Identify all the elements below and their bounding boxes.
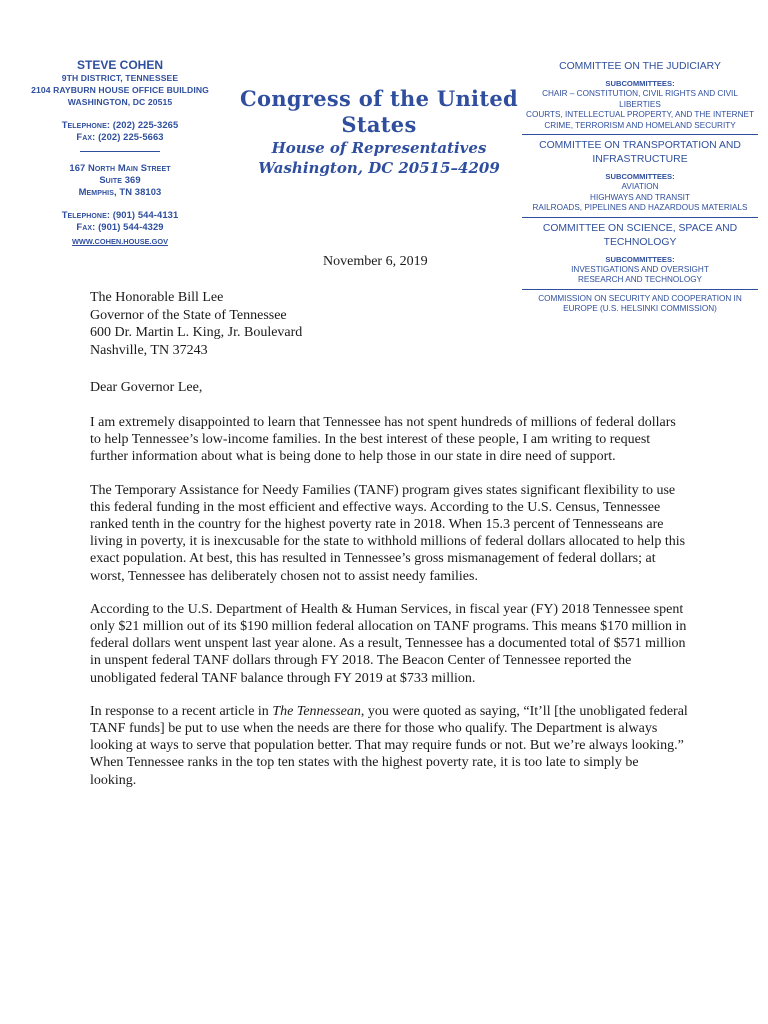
letterhead-house: House of Representatives bbox=[271, 139, 487, 157]
judiciary-subcommittees-label: SUBCOMMITTEES: bbox=[605, 79, 675, 88]
committee-judiciary: COMMITTEE ON THE JUDICIARY bbox=[559, 61, 721, 72]
sender-local-suite: Suite 369 bbox=[99, 174, 141, 185]
letterhead-address: Washington, DC 20515–4209 bbox=[258, 159, 500, 177]
letter-body bbox=[90, 414, 688, 805]
transportation-subcommittee: RAILROADS, PIPELINES AND HAZARDOUS MATERIALS bbox=[522, 203, 758, 218]
recipient-line: Nashville, TN 37243 bbox=[90, 342, 208, 358]
sender-divider bbox=[80, 151, 160, 152]
science-subcommittees-label: SUBCOMMITTEES: bbox=[605, 254, 675, 264]
judiciary-subcommittee: CRIME, TERRORISM AND HOMELAND SECURITY bbox=[522, 121, 758, 136]
sender-district: 9TH DISTRICT, TENNESSEE bbox=[61, 73, 179, 83]
body-paragraph bbox=[90, 703, 688, 789]
letterhead bbox=[222, 86, 536, 178]
sender-local-street: 167 North Main Street bbox=[69, 162, 171, 173]
body-paragraph: I am extremely disappointed to learn that Tennessee has not spent hundreds of millions of federal dollars to help Tennessee’s low-income families. In the best interest of these people, I am writing to request further information about what is being done to help those in our state in dire need of support. bbox=[90, 415, 676, 465]
transportation-subcommittee: HIGHWAYS AND TRANSIT bbox=[590, 192, 690, 202]
recipient-address bbox=[90, 289, 302, 359]
letter-date: November 6, 2019 bbox=[323, 254, 428, 269]
recipient-line: Governor of the State of Tennessee bbox=[90, 307, 287, 323]
sender-block bbox=[20, 58, 220, 246]
sender-local-city: Memphis, TN 38103 bbox=[78, 186, 162, 197]
committee-block bbox=[522, 60, 758, 315]
salutation: Dear Governor Lee, bbox=[90, 380, 203, 395]
letterhead-congress: Congress of the United States bbox=[240, 86, 518, 137]
transportation-subcommittee: AVIATION bbox=[621, 182, 659, 191]
sender-local-phone: Telephone: (901) 544-4131 bbox=[61, 209, 179, 220]
science-subcommittee: INVESTIGATIONS AND OVERSIGHT bbox=[571, 264, 709, 274]
committee-science: COMMITTEE ON SCIENCE, SPACE AND TECHNOLOGY bbox=[542, 222, 738, 248]
recipient-line: 600 Dr. Martin L. King, Jr. Boulevard bbox=[90, 325, 303, 340]
sender-dc-fax: Fax: (202) 225-5663 bbox=[76, 131, 164, 142]
recipient-line: The Honorable Bill Lee bbox=[90, 290, 224, 305]
paragraph-text: In response to a recent article in bbox=[90, 703, 273, 719]
sender-dc-phone: Telephone: (202) 225-3265 bbox=[61, 119, 179, 130]
paragraph-text: , you were quoted as saying, “It’ll [the unobligated federal TANF funds] be put to use when the needs are there for those who qualify. The Department is always looking at ways to serve that population better. That may require funds or not. But we’re always looking.” When Tennessee ranks in the top ten states with the highest poverty rate, it is too late to simply be looking. bbox=[90, 703, 688, 788]
judiciary-subcommittee: COURTS, INTELLECTUAL PROPERTY, AND THE INTERNET bbox=[526, 110, 754, 119]
judiciary-subcommittee: CHAIR – CONSTITUTION, CIVIL RIGHTS AND CIVIL LIBERTIES bbox=[542, 89, 738, 109]
committee-transportation: COMMITTEE ON TRANSPORTATION AND INFRASTRUCTURE bbox=[539, 140, 741, 165]
sender-local-fax: Fax: (901) 544-4329 bbox=[76, 221, 164, 232]
commission-helsinki: COMMISSION ON SECURITY AND COOPERATION IN EUROPE (U.S. HELSINKI COMMISSION) bbox=[538, 293, 742, 313]
transportation-subcommittees-label: SUBCOMMITTEES: bbox=[605, 172, 675, 181]
body-paragraph: The Temporary Assistance for Needy Families (TANF) program gives states significant flexibility to use this federal funding in the most efficient and effective ways. According to the U.S. Census, Tennessee ranked tenth in the country for the highest poverty rate in 2018. When 15.3 percent of Tennesseans are living in poverty, it is inexcusable for the state to withhold millions of federal dollars allocated to help this exact population. At best, this has resulted in Tennessee’s gross mismanagement of federal dollars; at worst, Tennessee has deliberately chosen not to assist needy families. bbox=[90, 482, 686, 584]
sender-dc-address: 2104 RAYBURN HOUSE OFFICE BUILDING bbox=[31, 85, 209, 95]
science-subcommittee: RESEARCH AND TECHNOLOGY bbox=[522, 275, 758, 290]
sender-website-link[interactable]: WWW.COHEN.HOUSE.GOV bbox=[71, 237, 169, 246]
publication-title: The Tennessean bbox=[272, 703, 361, 719]
body-paragraph: According to the U.S. Department of Health & Human Services, in fiscal year (FY) 2018 Tennessee spent only $21 million out of its $190 million federal allocation on TANF programs. This means $170 million in federal dollars went unspent last year alone. As a result, Tennessee has a documented total of $571 million in unspent federal TANF dollars through FY 2018. The Beacon Center of Tennessee reported the unobligated federal TANF balance through FY 2019 at $733 million. bbox=[90, 601, 687, 686]
sender-name: STEVE COHEN bbox=[76, 58, 163, 72]
sender-dc-city: WASHINGTON, DC 20515 bbox=[67, 97, 173, 107]
